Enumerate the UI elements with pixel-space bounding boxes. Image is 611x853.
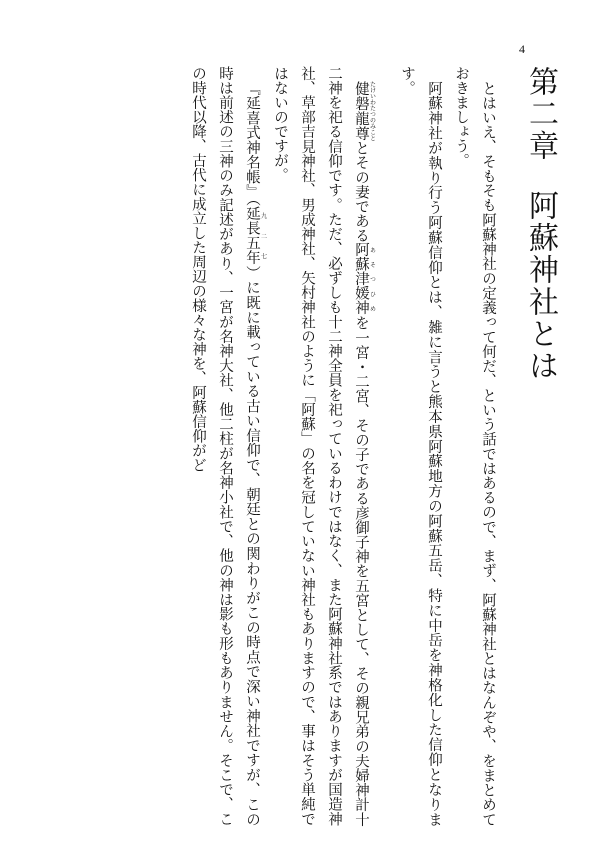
paragraph-intro: とはいえ、そもそも阿蘇神社の定義って何だ、という話ではあるので、まず、阿蘇神社とはなんぞや、をまとめておきましょう。 [453, 66, 496, 826]
ruby-takeiwatatsu [353, 80, 376, 141]
paragraph-engishiki-pre: 『延喜式神名帳』（ [244, 80, 260, 207]
page-number: 4 [519, 42, 525, 56]
chapter-label: 第二章 [523, 66, 558, 162]
chapter-heading [519, 66, 561, 826]
ruby-enchou [244, 206, 267, 266]
ruby-takeiwatatsu-reading: たけいわたつのみこと [368, 80, 376, 141]
paragraph-deities [266, 66, 375, 826]
chapter-title: 阿蘇神社とは [523, 190, 558, 382]
paragraph-engishiki [184, 66, 266, 826]
ruby-takeiwatatsu-base: 健磐龍尊 [353, 80, 369, 141]
ruby-enchou-base: 延長五年 [244, 206, 260, 266]
paragraph-engishiki-post: ）に既に載っている古い信仰で、朝廷との関わりがこの時点で深い神社ですが、この時は前述の三神のみ記述があり、一宮が名神大社、他二柱が名神小社で、他の神は影も形もありません。そこで、この時代以降、古代に成立した周辺の様々な神を、阿蘇信仰がど [190, 66, 260, 827]
ruby-enchou-reading: 九二七 [259, 206, 267, 265]
paragraph-deities-post: を一宮・二宮、その子である彦御子神を五宮として、その親兄弟の夫婦神計十二神を祀る信仰です。ただ、必ずしも十二神全員を祀っているわけではなく、また阿蘇神社系ではありますが国造神社、草部吉見神社、男成神社、矢村神社のように「阿蘇」の名を冠していない神社もありますので、事はそう単純ではないのですが。 [272, 66, 369, 827]
ruby-asotsuhime [353, 242, 376, 316]
ruby-asotsuhime-base: 阿蘇津媛神 [353, 242, 369, 316]
body-text [184, 66, 561, 826]
paragraph-deities-mid: とその妻である [353, 140, 369, 243]
paragraph-definition: 阿蘇神社が執り行う阿蘇信仰とは、雑に言うと熊本県阿蘇地方の阿蘇五岳、特に中岳を神格化した信仰となります。 [399, 66, 442, 827]
ruby-asotsuhime-reading: あそつひめ [368, 242, 376, 316]
